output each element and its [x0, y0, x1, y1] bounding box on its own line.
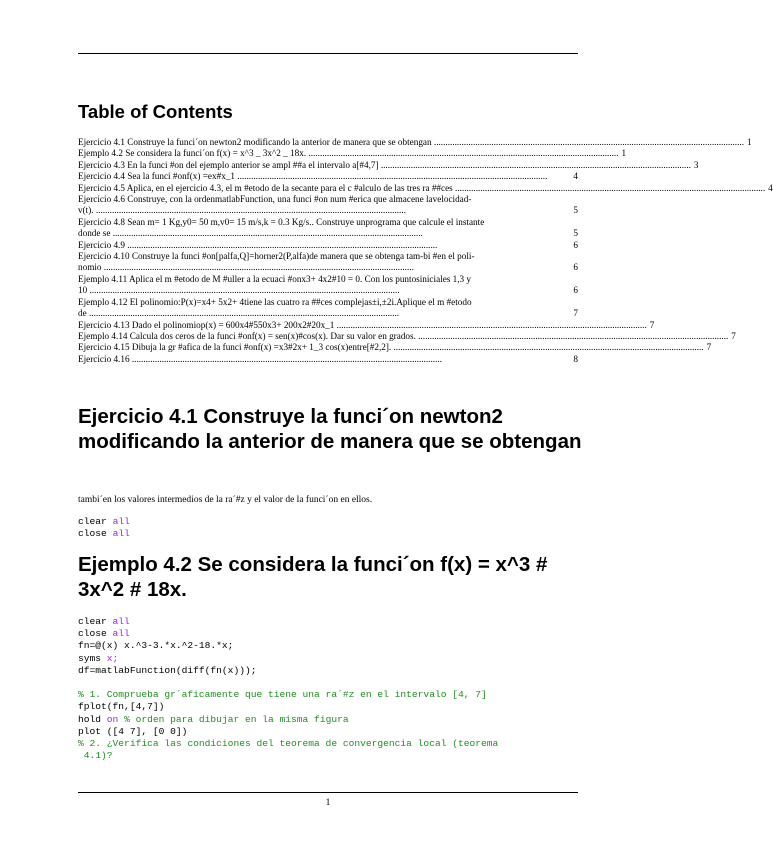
- toc-entry-page: 5: [573, 228, 578, 239]
- code-keyword: all: [112, 628, 130, 640]
- toc-entry-text: Ejercicio 4.16: [78, 353, 130, 364]
- toc-entry[interactable]: Ejercicio 4.1 Construye la funci´on newton2 modificando la anterior de manera que se obtengan ....................................................................................................................................... 1: [78, 137, 752, 147]
- toc-entry-text: Ejercicio 4.15 Dibuja la gr #afica de la funci #onf(x) =x3#2x+ 1_3 cos(x)entre[#2,2].: [78, 342, 392, 353]
- toc-entry[interactable]: Ejercicio 4.5 Aplica, en el ejercicio 4.3, el m #etodo de la secante para el c #alculo de las tres ra ##ces ....................................................................................................................................... 4: [78, 182, 773, 193]
- toc-entry[interactable]: Ejercicio 4.8 Sean m= 1 Kg,y0= 50 m,v0= 15 m/s,k = 0.3 Kg/s.. Construye unprograma que calcule el instante donde se ....................................................................................................................................... 5: [78, 216, 578, 239]
- code-comment: % 1. Comprueba gr´aficamente que tiene una ra´#z en el intervalo [4, 7]: [78, 689, 487, 701]
- toc-entry[interactable]: Ejercicio 4.15 Dibuja la gr #afica de la funci #onf(x) =x3#2x+ 1_3 cos(x)entre[#2,2]. ....................................................................................................................................... 7: [78, 342, 712, 353]
- toc-entry[interactable]: Ejercicio 4.3 En la funci #on del ejemplo anterior se ampl ##a el intervalo a[#4,7] ....................................................................................................................................... 3: [78, 159, 699, 170]
- code-text: fn=@(x) x.^3-3.*x.^2-18.*x;: [78, 640, 234, 652]
- code-keyword: all: [112, 516, 130, 527]
- toc-entry-text-line1: Ejemplo 4.12 El polinomio:P(x)=x4+ 5x2+ 4tiene las cuatro ra ##ces complejas±i,±2i.Aplique el m #etodo: [78, 296, 472, 307]
- toc-entry-text: de: [78, 308, 87, 319]
- toc-entry-text: Ejemplo 4.2 Se considera la funci´on f(x) = x^3 _ 3x^2 _ 18x.: [78, 148, 307, 159]
- code-text: clear: [78, 516, 107, 527]
- toc-entry-page: 8: [573, 353, 578, 364]
- toc-entry-page: 6: [573, 262, 578, 273]
- toc-entry-page: 7: [706, 342, 712, 353]
- code-text: close: [78, 628, 113, 640]
- toc-entry[interactable]: Ejercicio 4.6 Construye, con la ordenmatlabFunction, una funci #on num #erica que almacene lavelocidad- v(t). ....................................................................................................................................... 5: [78, 194, 578, 216]
- toc-entry-text: nomio: [78, 262, 102, 273]
- header-rule: [78, 53, 578, 54]
- toc-entry[interactable]: Ejemplo 4.14 Calcula dos ceros de la funci #onf(x) = sen(x)#cos(x). Dar su valor en grados. ....................................................................................................................................... 7: [78, 330, 736, 341]
- code-keyword: on: [106, 713, 119, 725]
- toc-entry-page: 7: [573, 308, 578, 319]
- code-text: plot ([4 7], [0 0]): [78, 725, 188, 737]
- toc-entry-text: donde se: [78, 228, 111, 239]
- code-text: hold: [78, 713, 107, 725]
- code-text: fplot(fn,[4,7]): [78, 701, 165, 713]
- toc-entry[interactable]: Ejemplo 4.12 El polinomio:P(x)=x4+ 5x2+ 4tiene las cuatro ra ##ces complejas±i,±2i.Aplique el m #etodo de ....................................................................................................................................... 7: [78, 296, 578, 319]
- toc-entry-text: Ejercicio 4.5 Aplica, en el ejercicio 4.3, el m #etodo de la secante para el c #alculo de las tres ra ##ces: [78, 182, 453, 193]
- code-keyword: all: [112, 528, 130, 540]
- section-heading: Ejercicio 4.1 Construye la funci´on newton2 modificando la anterior de manera que se obtengan: [78, 405, 582, 453]
- code-comment: % 2. ¿Verifica las condiciones del teorema de convergencia local (teorema: [78, 738, 499, 750]
- toc-entry-text: Ejercicio 4.1 Construye la funci´on newton2 modificando la anterior de manera que se obtengan: [78, 137, 432, 147]
- code-keyword: all: [112, 616, 130, 627]
- toc-entry-text: Ejercicio 4.9: [78, 239, 125, 250]
- footer-rule: [78, 792, 578, 793]
- toc-entry-page: 3: [693, 159, 699, 170]
- code-keyword: x;: [106, 652, 119, 664]
- toc-entry-page: 7: [649, 319, 655, 330]
- code-block: [78, 516, 130, 540]
- toc-entry-page: 7: [731, 330, 736, 341]
- toc-entry-text: 10: [78, 285, 88, 296]
- toc-entry-text: Ejercicio 4.4 Sea la funci #onf(x) =ex#x_1: [78, 171, 235, 182]
- toc-entry-page: 5: [573, 205, 578, 216]
- toc-entry-text-line1: Ejercicio 4.6 Construye, con la ordenmatlabFunction, una funci #on num #erica que almacene lavelocidad-: [78, 194, 472, 205]
- section-heading: Ejemplo 4.2 Se considera la funci´on f(x) = x^3 # 3x^2 # 18x.: [78, 553, 548, 601]
- toc-entry[interactable]: Ejercicio 4.9 ....................................................................................................................................... 6: [78, 239, 578, 250]
- code-comment: 4.1)?: [78, 750, 113, 762]
- toc-entry-text: Ejercicio 4.3 En la funci #on del ejemplo anterior se ampl ##a el intervalo a[#4,7]: [78, 159, 379, 170]
- toc-entry-page: 4: [573, 171, 578, 182]
- toc-entry[interactable]: Ejemplo 4.11 Aplica el m #etodo de M #uller a la ecuaci #onx3+ 4x2#10 = 0. Con los puntosiniciales 1,3 y 10 ....................................................................................................................................... 6: [78, 273, 578, 296]
- toc-entry-text: Ejercicio 4.13 Dado el polinomiop(x) = 600x4#550x3+ 200x2#20x_1: [78, 319, 335, 330]
- code-comment: % orden para dibujar en la misma figura: [118, 713, 349, 725]
- code-text: syms: [78, 652, 107, 664]
- toc-entry-text-line1: Ejercicio 4.10 Construye la funci #on[palfa,Q]=horner2(P,alfa)de manera que se obtenga tam-bi #en el poli-: [78, 251, 475, 262]
- toc-entry-page: 6: [573, 239, 578, 250]
- toc-entry-page: 4: [768, 182, 773, 193]
- code-text: df=matlabFunction(diff(fn(x)));: [78, 664, 257, 676]
- toc-entry-text: Ejemplo 4.14 Calcula dos ceros de la funci #onf(x) = sen(x)#cos(x). Dar su valor en grados.: [78, 330, 416, 341]
- toc-entry-page: 1: [621, 148, 627, 159]
- toc-entry-page: 6: [573, 285, 578, 296]
- toc-entry[interactable]: Ejemplo 4.2 Se considera la funci´on f(x) = x^3 _ 3x^2 _ 18x. ....................................................................................................................................... 1: [78, 148, 627, 159]
- toc-entry[interactable]: Ejercicio 4.10 Construye la funci #on[palfa,Q]=horner2(P,alfa)de manera que se obtenga tam-bi #en el poli- nomio ....................................................................................................................................... 6: [78, 251, 578, 273]
- body-paragraph: tambi´en los valores intermedios de la ra´#z y el valor de la funci´on en ellos.: [78, 495, 373, 505]
- toc-entry[interactable]: Ejercicio 4.13 Dado el polinomiop(x) = 600x4#550x3+ 200x2#20x_1 ....................................................................................................................................... 7: [78, 319, 655, 330]
- page-number: 1: [325, 798, 331, 808]
- table-of-contents: [78, 137, 773, 365]
- toc-entry[interactable]: Ejercicio 4.4 Sea la funci #onf(x) =ex#x_1 ....................................................................................................................................... 4: [78, 171, 578, 182]
- code-block: [78, 616, 498, 762]
- toc-entry[interactable]: Ejercicio 4.16 ....................................................................................................................................... 8: [78, 353, 578, 364]
- toc-entry-page: 1: [746, 137, 752, 147]
- toc-entry-text-line1: Ejercicio 4.8 Sean m= 1 Kg,y0= 50 m,v0= 15 m/s,k = 0.3 Kg/s.. Construye unprograma que calcule el instante: [78, 216, 485, 227]
- toc-entry-text-line1: Ejemplo 4.11 Aplica el m #etodo de M #uller a la ecuaci #onx3+ 4x2#10 = 0. Con los puntosiniciales 1,3 y: [78, 273, 472, 284]
- code-text: clear: [78, 616, 113, 627]
- toc-title: Table of Contents: [78, 101, 233, 122]
- code-text: close: [78, 528, 107, 540]
- toc-entry-text: v(t).: [78, 205, 94, 216]
